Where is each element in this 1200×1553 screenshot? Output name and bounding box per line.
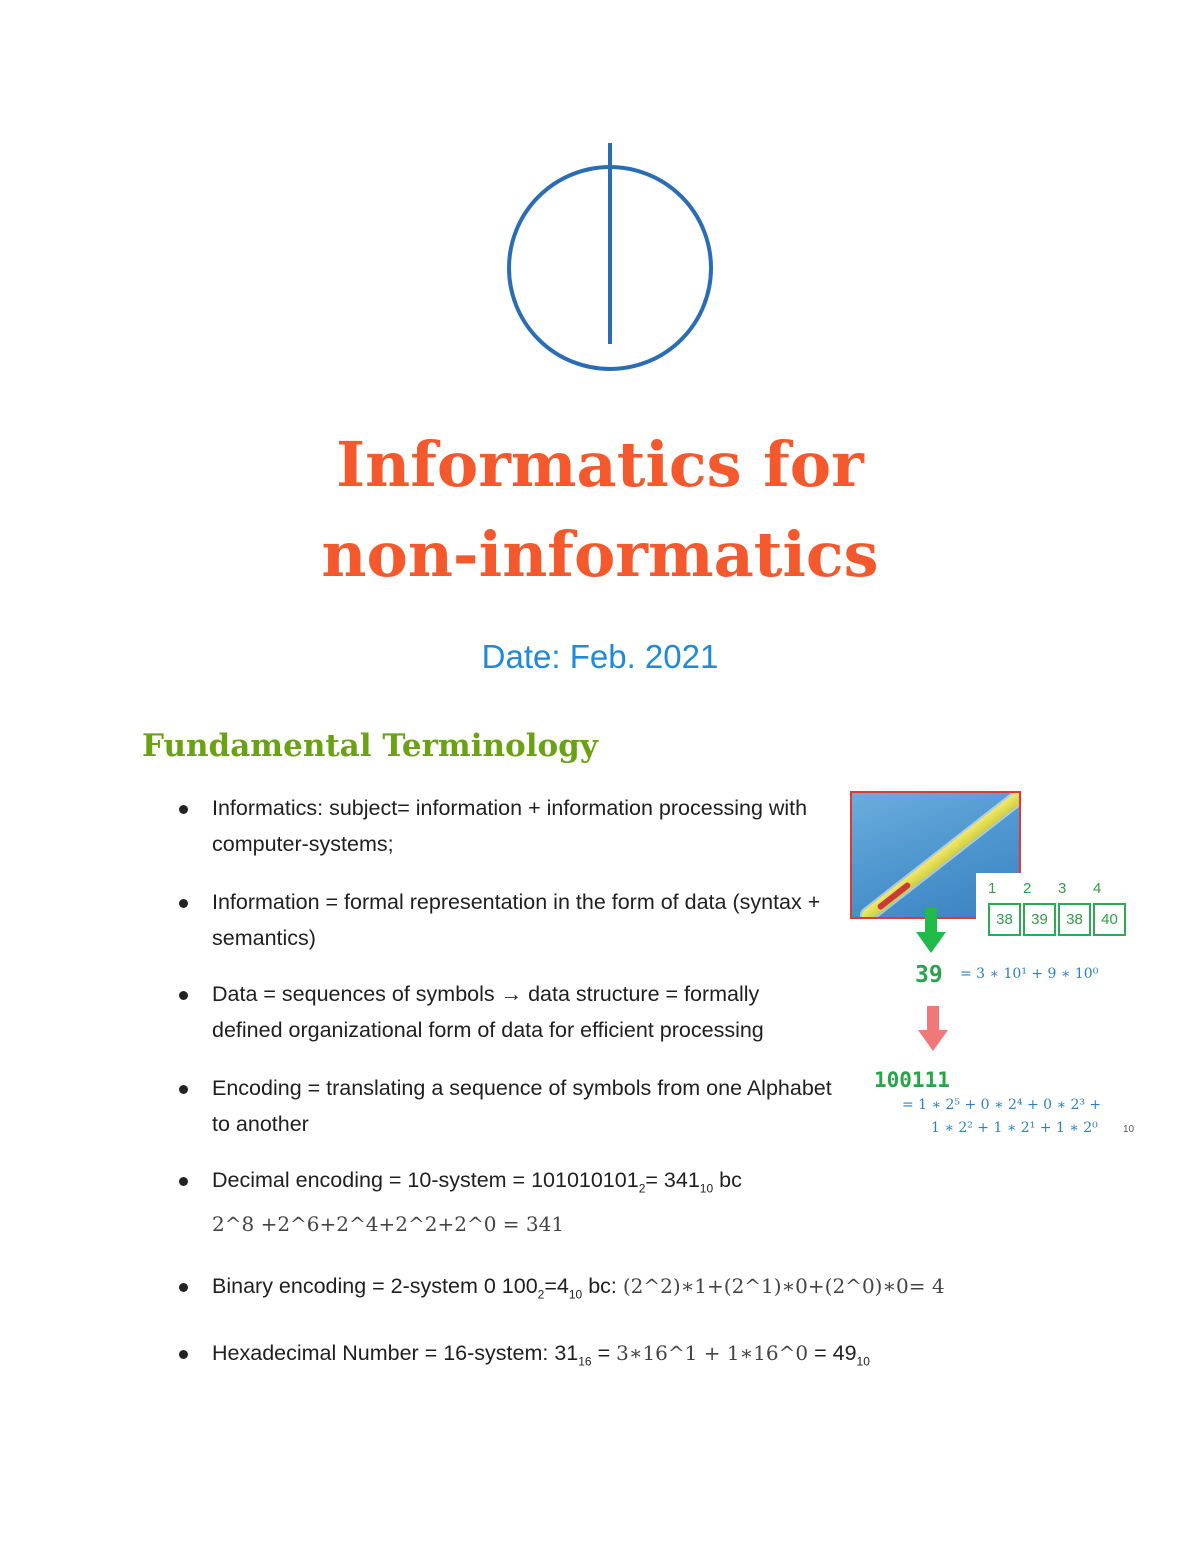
subscript: 10 bbox=[699, 1181, 714, 1196]
arrow-down-green-icon bbox=[916, 908, 946, 954]
bullet-text: = 341 bbox=[645, 1168, 700, 1192]
bullet-text: bc bbox=[713, 1168, 742, 1192]
subscript: 16 bbox=[578, 1353, 592, 1368]
cell-position: 4 bbox=[1093, 880, 1102, 897]
decimal-value: 39 bbox=[915, 962, 943, 988]
subscript: 10 bbox=[568, 1287, 583, 1302]
decimal-expansion: = 3 ∗ 10¹ + 9 ∗ 10⁰ bbox=[960, 966, 1099, 982]
math-formula: 3∗16^1 + 1∗16^0 bbox=[616, 1340, 809, 1365]
digit-cell: 38 bbox=[1058, 903, 1091, 936]
bullet-text: bc: bbox=[582, 1274, 623, 1299]
bullet-text: Binary encoding = 2-system 0 100 bbox=[212, 1274, 538, 1299]
list-item bbox=[175, 884, 835, 956]
list-item bbox=[175, 1268, 1112, 1312]
subscript: 10 bbox=[856, 1353, 870, 1368]
bullet-text: Information = formal representation in the form of data (syntax + semantics) bbox=[212, 890, 821, 950]
bullet-text: =4 bbox=[544, 1274, 569, 1299]
document-date: Date: Feb. 2021 bbox=[481, 638, 719, 675]
math-formula: (2^2)∗1+(2^1)∗0+(2^0)∗0= 4 bbox=[622, 1274, 945, 1299]
digit-cell: 38 bbox=[988, 903, 1021, 936]
list-item bbox=[175, 790, 835, 862]
cell-position: 2 bbox=[1023, 880, 1032, 897]
bullet-text: = bbox=[591, 1340, 617, 1365]
title-line-1: Informatics for bbox=[336, 428, 864, 501]
bullet-text: = 49 bbox=[808, 1340, 857, 1365]
section-heading: Fundamental Terminology bbox=[142, 728, 598, 764]
list-item bbox=[175, 1070, 835, 1142]
list-item bbox=[175, 976, 835, 1048]
bullet-text: Data = sequences of symbols → data structure = formally defined organizational form of data for efficient processing bbox=[212, 982, 764, 1042]
list-item bbox=[175, 1162, 835, 1242]
binary-expansion-base: 10 bbox=[1123, 1124, 1135, 1135]
cell-position: 3 bbox=[1058, 880, 1067, 897]
math-formula: 2^8 +2^6+2^4+2^2+2^0 = 341 bbox=[212, 1212, 565, 1237]
binary-value: 100111 bbox=[874, 1068, 950, 1092]
bullet-text: Encoding = translating a sequence of symbols from one Alphabet to another bbox=[212, 1076, 832, 1136]
arrow-down-red-icon bbox=[918, 1006, 948, 1052]
university-logo bbox=[500, 138, 720, 378]
binary-expansion-line-1: = 1 ∗ 2⁵ + 0 ∗ 2⁴ + 0 ∗ 2³ + bbox=[902, 1097, 1102, 1113]
digit-cell: 40 bbox=[1093, 903, 1126, 936]
subscript: 2 bbox=[638, 1181, 646, 1196]
bullet-text: Informatics: subject= information + information processing with computer-systems; bbox=[212, 796, 808, 856]
binary-expansion-line-2: 1 ∗ 2² + 1 ∗ 2¹ + 1 ∗ 2⁰ bbox=[931, 1120, 1098, 1136]
subscript: 2 bbox=[537, 1287, 545, 1302]
digit-cell: 39 bbox=[1023, 903, 1056, 936]
list-item bbox=[175, 1335, 1112, 1379]
document-title bbox=[0, 420, 1200, 600]
cell-position: 1 bbox=[988, 880, 997, 897]
bullet-text: Hexadecimal Number = 16-system: 31 bbox=[212, 1340, 579, 1365]
bullet-text: Decimal encoding = 10-system = 101010101 bbox=[212, 1168, 639, 1192]
title-line-2: non-informatics bbox=[321, 518, 879, 591]
